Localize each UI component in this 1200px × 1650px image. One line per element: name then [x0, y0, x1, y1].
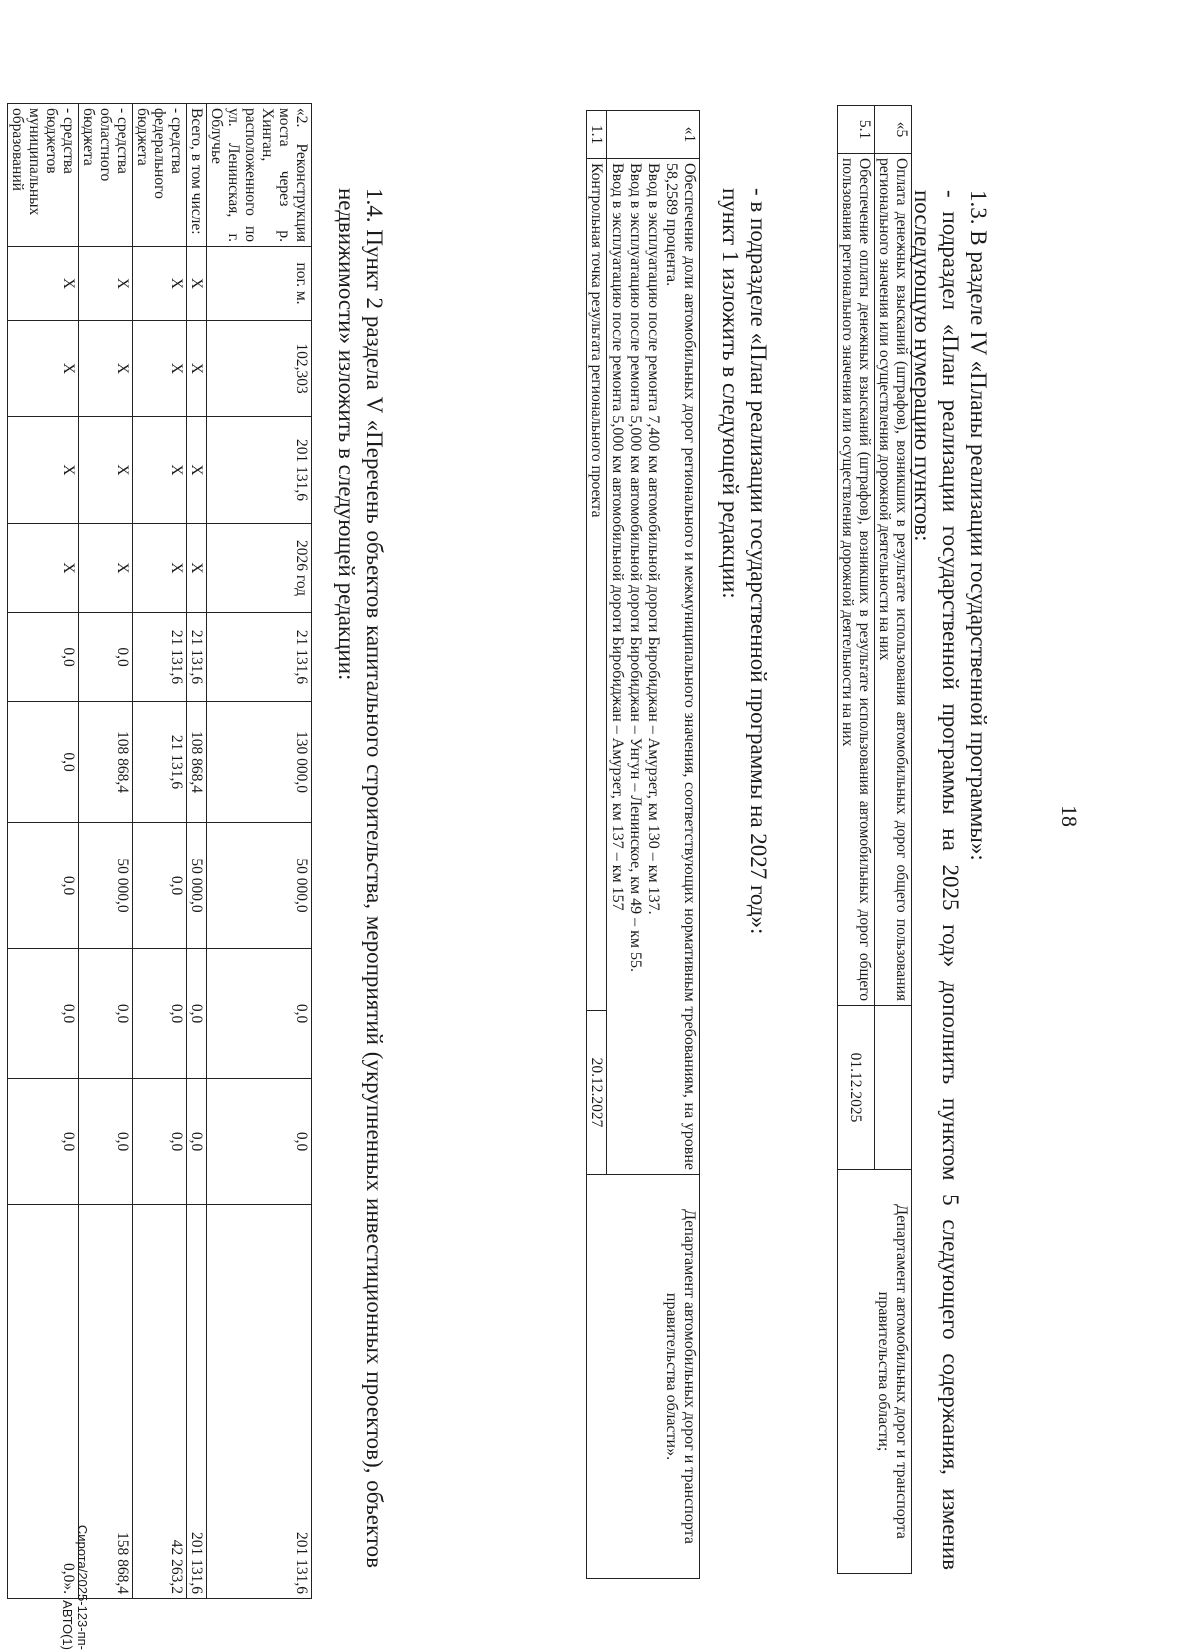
table-cell: Х [79, 524, 133, 613]
row-text: Контрольная точка результата регионального проекта [587, 159, 607, 1011]
row-date: 20.12.2027 [587, 1011, 607, 1175]
table-row [8, 104, 79, 1599]
table-cell: пог. м. [207, 247, 312, 321]
row-text: Оплата денежных взысканий (штрафов), возникших в результате использования автомобильных дорог общего пользования регионального значения или осуществления дорожной деятельности на них [875, 154, 912, 1006]
table-plan-2027 [586, 110, 700, 1579]
table-row [133, 104, 187, 1599]
table-cell: Х [8, 524, 79, 613]
section-plan-2027-point: пункт 1 изложить в следующей редакции: [718, 188, 743, 599]
row-org: Департамент автомобильных дорог и транспорта правительства области». [587, 1175, 700, 1579]
table-cell: Х [133, 321, 187, 417]
table-row [187, 104, 207, 1599]
table-cell: 102,303 [207, 321, 312, 417]
table-cell: Х [187, 417, 207, 524]
row-date [875, 1006, 912, 1170]
table-cell: Х [133, 524, 187, 613]
text-line: Ввод в эксплуатацию после ремонта 7,400 км автомобильной дороги Биробиджан – Амурзет, км 130 – км 137. [645, 163, 662, 915]
table-cell: Х [79, 417, 133, 524]
section-1-3-bullet: - подраздел «План реализации государственной программы на 2025 год» дополнить пунктом 5 следующего содержания, изменив последующую нумерацию пунктов: [910, 190, 963, 1570]
table-cell: 0,0 [8, 702, 79, 823]
table-cell: 108 868,4 [187, 702, 207, 823]
table-cell: Х [8, 417, 79, 524]
table-cell: Х [133, 247, 187, 321]
table-row [207, 104, 312, 1599]
table-cell: 21 131,6 [187, 613, 207, 702]
row-number: 5.1 [838, 106, 875, 154]
table-cell: 201 131,6 [207, 1205, 312, 1599]
table-row [875, 106, 912, 1574]
row-number: 1.1 [587, 111, 607, 159]
table-cell: 0,0 [79, 1079, 133, 1205]
row-label: «2. Реконструкция моста через р. Хинган, расположенного по ул. Ленинская, г. Облучье [207, 104, 312, 247]
table-cell: 0,0 [133, 1079, 187, 1205]
row-text: Обеспечение оплаты денежных взысканий (штрафов), возникших в результате использования автомобильных дорог общего пользования регионального значения или осуществления дорожной деятельности на них [838, 154, 875, 1006]
table-cell: 50 000,0 [79, 823, 133, 949]
table-cell: 21 131,6 [207, 613, 312, 702]
table-cell: 21 131,6 [133, 702, 187, 823]
table-cell: 0,0 [187, 949, 207, 1079]
org-suffix: ; [875, 1446, 892, 1452]
table-cell: 0,0 [187, 1079, 207, 1205]
section-1-4-text: 1.4. Пункт 2 раздела V «Перечень объектов капитального строительства, мероприятий (укрупненных инвестиционных проектов), объектов недвижимости» изложить в следующей редакции: [334, 188, 387, 1568]
table-cell: 0,0 [207, 949, 312, 1079]
page-number: 18 [1057, 805, 1082, 827]
table-cell: Х [133, 417, 187, 524]
row-label: - средства федерального бюджета [133, 104, 187, 247]
section-plan-2027-intro: - в подразделе «План реализации государственной программы на 2027 год»: [746, 188, 771, 935]
table-cell: Х [187, 247, 207, 321]
table-cell: 0,0 [8, 823, 79, 949]
table-cell: Х [79, 321, 133, 417]
text-line: Ввод в эксплуатацию после ремонта 5,000 км автомобильной дороги Биробиджан – Унгун – Ленинское, км 49 – км 55. [627, 163, 644, 973]
table-cell: 0,0 [133, 949, 187, 1079]
table-cell: 50 000,0 [207, 823, 312, 949]
text-line: Ввод в эксплуатацию после ремонта 5,000 км автомобильной дороги Биробиджан – Амурзет, км 137 – км 157 [609, 163, 626, 911]
table-cell: 0,0». [8, 1205, 79, 1599]
row-date: 01.12.2025 [838, 1006, 875, 1170]
table-cell: 2026 год [207, 524, 312, 613]
table-cell: Х [187, 524, 207, 613]
table-cell: 0,0 [8, 949, 79, 1079]
table-plan-2025 [837, 105, 912, 1574]
table-cell: Х [187, 321, 207, 417]
table-cell: 0,0 [79, 613, 133, 702]
table-cell: 130 000,0 [207, 702, 312, 823]
table-cell: 0,0 [133, 823, 187, 949]
table-cell: 0,0 [8, 613, 79, 702]
text-line: Обеспечение доли автомобильных дорог регионального и межмуниципального значения, соответствующих нормативным требованиям, на уровне 58,2589 процента. [663, 163, 698, 1171]
table-cell: Х [8, 247, 79, 321]
row-label: - средства бюджетов муниципальных образований [8, 104, 79, 247]
row-org [838, 1170, 912, 1574]
table-cell: 201 131,6 [207, 417, 312, 524]
table-row [79, 104, 133, 1599]
table-cell: 0,0 [207, 1079, 312, 1205]
table-cell: Х [79, 247, 133, 321]
footer-document-code: Сирота/2025-123-пп-АВТО(1) [60, 1524, 90, 1650]
table-cell: 0,0 [79, 949, 133, 1079]
table-cell: 0,0 [8, 1079, 79, 1205]
org-name: Департамент автомобильных дорог и транспорта правительства области [875, 1204, 910, 1539]
section-1-3-heading: 1.3. В разделе IV «Планы реализации государственной программы»: [966, 190, 991, 861]
row-number: «1 [607, 111, 700, 159]
table-cell: Х [8, 321, 79, 417]
table-cell: 50 000,0 [187, 823, 207, 949]
row-number: «5 [875, 106, 912, 154]
table-cell: 158 868,4 [79, 1205, 133, 1599]
table-cell: 108 868,4 [79, 702, 133, 823]
table-capital-objects [7, 103, 312, 1599]
table-cell: 201 131,6 [187, 1205, 207, 1599]
table-cell: 42 263,2 [133, 1205, 187, 1599]
table-row [607, 111, 700, 1579]
row-label: - средства областного бюджета [79, 104, 133, 247]
row-text-block [607, 159, 700, 1175]
table-cell: 21 131,6 [133, 613, 187, 702]
row-label: Всего, в том числе: [187, 104, 207, 247]
